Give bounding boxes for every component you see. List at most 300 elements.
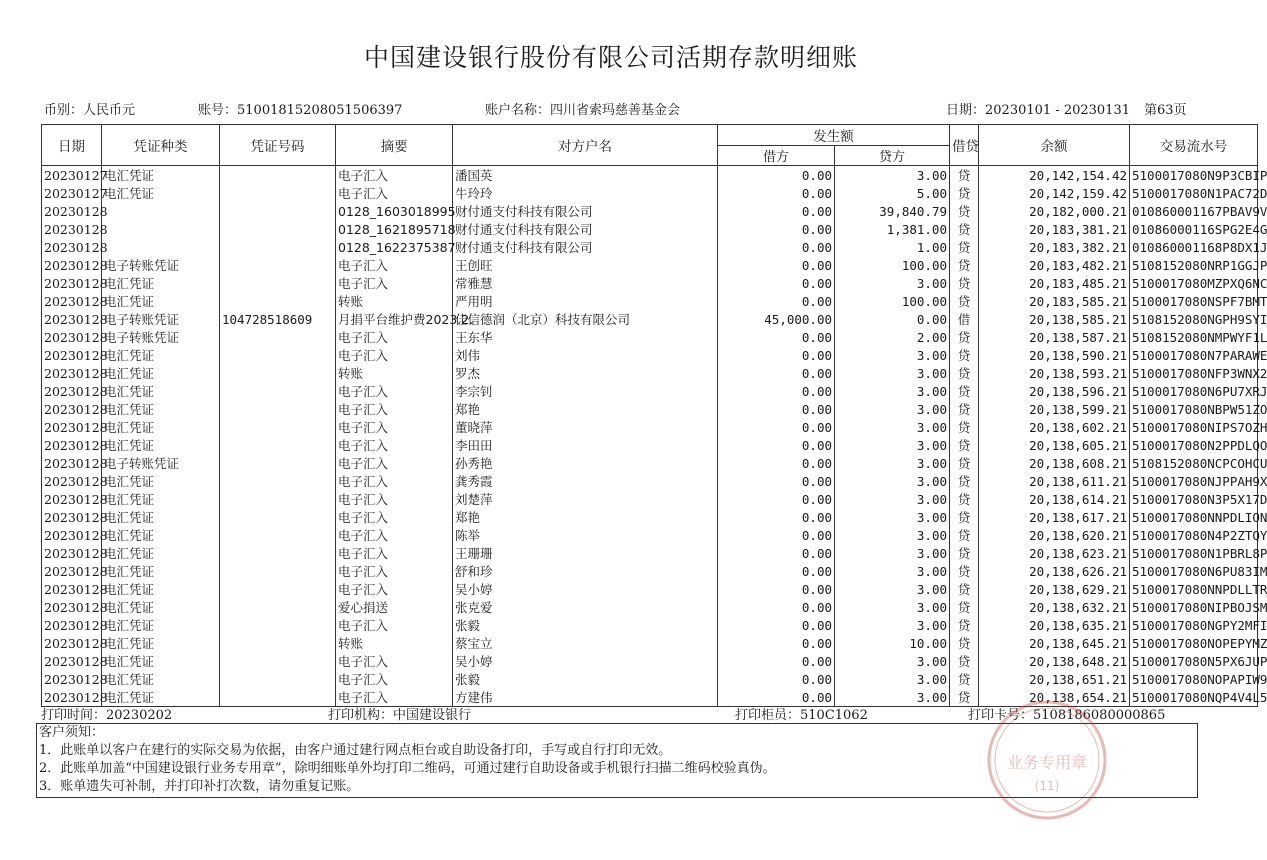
print-card-no: 打印卡号：5108186080000865 bbox=[968, 708, 1166, 723]
row-balance: 20,138,587.21 bbox=[979, 328, 1130, 346]
row-date: 20230128 bbox=[42, 688, 102, 707]
row-summary: 电子汇入 bbox=[336, 544, 453, 562]
table-row bbox=[42, 328, 1258, 346]
row-dc: 贷 bbox=[950, 526, 979, 544]
table-row bbox=[42, 544, 1258, 562]
row-voucher-no bbox=[220, 436, 336, 454]
row-summary: 电子汇入 bbox=[336, 436, 453, 454]
row-summary: 电子汇入 bbox=[336, 454, 453, 472]
row-credit: 3.00 bbox=[835, 616, 950, 634]
row-voucher-no bbox=[220, 418, 336, 436]
row-voucher-no bbox=[220, 598, 336, 616]
row-credit: 3.00 bbox=[835, 436, 950, 454]
row-balance: 20,138,635.21 bbox=[979, 616, 1130, 634]
row-dc: 贷 bbox=[950, 418, 979, 436]
row-summary: 转账 bbox=[336, 292, 453, 310]
table-row bbox=[42, 616, 1258, 634]
row-credit: 3.00 bbox=[835, 562, 950, 580]
row-credit: 3.00 bbox=[835, 598, 950, 616]
row-summary: 电子汇入 bbox=[336, 670, 453, 688]
row-voucher-no: 104728518609 bbox=[220, 310, 336, 328]
row-summary: 电子汇入 bbox=[336, 184, 453, 202]
row-voucher-no bbox=[220, 238, 336, 256]
row-voucher-no bbox=[220, 688, 336, 707]
row-credit: 3.00 bbox=[835, 274, 950, 292]
row-counterparty: 刘伟 bbox=[453, 346, 718, 364]
row-summary: 转账 bbox=[336, 364, 453, 382]
row-debit: 0.00 bbox=[718, 220, 835, 238]
row-date: 20230128 bbox=[42, 634, 102, 652]
row-credit: 3.00 bbox=[835, 454, 950, 472]
table-row bbox=[42, 184, 1258, 202]
row-credit: 3.00 bbox=[835, 364, 950, 382]
row-debit: 0.00 bbox=[718, 400, 835, 418]
row-summary: 电子汇入 bbox=[336, 580, 453, 598]
row-dc: 贷 bbox=[950, 238, 979, 256]
page-number: 第63页 bbox=[1144, 103, 1187, 118]
row-voucher-no bbox=[220, 292, 336, 310]
row-serial: 5108152080NCPCOHCU bbox=[1130, 454, 1258, 472]
row-date: 20230128 bbox=[42, 616, 102, 634]
row-summary: 转账 bbox=[336, 634, 453, 652]
row-counterparty: 郑艳 bbox=[453, 400, 718, 418]
row-debit: 0.00 bbox=[718, 364, 835, 382]
row-debit: 0.00 bbox=[718, 418, 835, 436]
row-summary: 电子汇入 bbox=[336, 652, 453, 670]
row-balance: 20,183,482.21 bbox=[979, 256, 1130, 274]
row-debit: 0.00 bbox=[718, 652, 835, 670]
table-row bbox=[42, 346, 1258, 364]
row-serial: 5100017080NJPPAH9X bbox=[1130, 472, 1258, 490]
note-item: 1．此账单以客户在建行的实际交易为依据，由客户通过建行网点柜台或自助设备打印，手写或自行打印无效。 bbox=[39, 743, 672, 758]
row-credit: 3.00 bbox=[835, 400, 950, 418]
row-summary: 电子汇入 bbox=[336, 382, 453, 400]
row-voucher-no bbox=[220, 616, 336, 634]
row-debit: 0.00 bbox=[718, 202, 835, 220]
row-balance: 20,183,485.21 bbox=[979, 274, 1130, 292]
row-voucher-no bbox=[220, 652, 336, 670]
row-serial: 5100017080NOPAPIW9 bbox=[1130, 670, 1258, 688]
row-date: 20230128 bbox=[42, 544, 102, 562]
table-row bbox=[42, 400, 1258, 418]
row-balance: 20,138,605.21 bbox=[979, 436, 1130, 454]
row-dc: 贷 bbox=[950, 598, 979, 616]
row-voucher-type: 电汇凭证 bbox=[102, 580, 220, 598]
row-serial: 5100017080NNPDLLTR bbox=[1130, 580, 1258, 598]
row-credit: 3.00 bbox=[835, 346, 950, 364]
row-debit: 0.00 bbox=[718, 598, 835, 616]
row-balance: 20,183,381.21 bbox=[979, 220, 1130, 238]
row-voucher-type: 电汇凭证 bbox=[102, 364, 220, 382]
row-dc: 贷 bbox=[950, 328, 979, 346]
row-date: 20230128 bbox=[42, 418, 102, 436]
row-counterparty: 常雅慧 bbox=[453, 274, 718, 292]
row-balance: 20,182,000.21 bbox=[979, 202, 1130, 220]
row-voucher-type: 电汇凭证 bbox=[102, 382, 220, 400]
row-serial: 5100017080N1PAC72D bbox=[1130, 184, 1258, 202]
row-debit: 0.00 bbox=[718, 490, 835, 508]
row-balance: 20,138,617.21 bbox=[979, 508, 1130, 526]
row-voucher-type: 电汇凭证 bbox=[102, 598, 220, 616]
row-voucher-type: 电汇凭证 bbox=[102, 508, 220, 526]
row-summary: 月捐平台维护费2023.2. bbox=[336, 310, 453, 328]
row-voucher-type: 电子转账凭证 bbox=[102, 454, 220, 472]
row-date: 20230128 bbox=[42, 202, 102, 220]
row-dc: 贷 bbox=[950, 166, 979, 185]
row-voucher-no bbox=[220, 400, 336, 418]
row-credit: 3.00 bbox=[835, 652, 950, 670]
row-credit: 3.00 bbox=[835, 688, 950, 707]
row-balance: 20,138,585.21 bbox=[979, 310, 1130, 328]
row-date: 20230128 bbox=[42, 652, 102, 670]
row-debit: 0.00 bbox=[718, 274, 835, 292]
row-balance: 20,183,382.21 bbox=[979, 238, 1130, 256]
row-dc: 贷 bbox=[950, 544, 979, 562]
row-date: 20230128 bbox=[42, 220, 102, 238]
row-balance: 20,138,632.21 bbox=[979, 598, 1130, 616]
row-voucher-no bbox=[220, 580, 336, 598]
row-balance: 20,138,654.21 bbox=[979, 688, 1130, 707]
col-dc: 借贷 bbox=[950, 125, 979, 166]
table-row bbox=[42, 526, 1258, 544]
col-voucher-type: 凭证种类 bbox=[102, 125, 220, 166]
row-voucher-type: 电汇凭证 bbox=[102, 634, 220, 652]
row-credit: 39,840.79 bbox=[835, 202, 950, 220]
row-serial: 5108152080NGPH9SYI bbox=[1130, 310, 1258, 328]
row-voucher-type: 电汇凭证 bbox=[102, 490, 220, 508]
row-debit: 0.00 bbox=[718, 580, 835, 598]
row-counterparty: 蔡宝立 bbox=[453, 634, 718, 652]
row-date: 20230128 bbox=[42, 292, 102, 310]
row-voucher-no bbox=[220, 184, 336, 202]
row-balance: 20,138,608.21 bbox=[979, 454, 1130, 472]
row-serial: 5100017080NIPS7OZH bbox=[1130, 418, 1258, 436]
table-row bbox=[42, 436, 1258, 454]
row-counterparty: 罗杰 bbox=[453, 364, 718, 382]
row-voucher-type bbox=[102, 220, 220, 238]
row-dc: 贷 bbox=[950, 652, 979, 670]
row-summary: 电子汇入 bbox=[336, 688, 453, 707]
row-voucher-no bbox=[220, 670, 336, 688]
row-counterparty: 严用明 bbox=[453, 292, 718, 310]
row-summary: 电子汇入 bbox=[336, 256, 453, 274]
table-row bbox=[42, 310, 1258, 328]
row-date: 20230128 bbox=[42, 328, 102, 346]
row-summary: 0128_1603018995 bbox=[336, 202, 453, 220]
row-debit: 0.00 bbox=[718, 616, 835, 634]
row-credit: 1,381.00 bbox=[835, 220, 950, 238]
row-voucher-type: 电汇凭证 bbox=[102, 544, 220, 562]
row-voucher-type: 电汇凭证 bbox=[102, 400, 220, 418]
row-voucher-no bbox=[220, 220, 336, 238]
row-debit: 0.00 bbox=[718, 436, 835, 454]
row-dc: 贷 bbox=[950, 580, 979, 598]
row-date: 20230128 bbox=[42, 238, 102, 256]
row-counterparty: 董晓萍 bbox=[453, 418, 718, 436]
row-voucher-type: 电汇凭证 bbox=[102, 670, 220, 688]
row-serial: 5100017080N7PARAWE bbox=[1130, 346, 1258, 364]
row-summary: 电子汇入 bbox=[336, 490, 453, 508]
row-date: 20230128 bbox=[42, 454, 102, 472]
table-row bbox=[42, 418, 1258, 436]
row-credit: 3.00 bbox=[835, 382, 950, 400]
page-title: 中国建设银行股份有限公司活期存款明细账 bbox=[363, 43, 858, 72]
col-amount-group: 发生额 bbox=[718, 125, 950, 146]
row-debit: 0.00 bbox=[718, 508, 835, 526]
row-voucher-type: 电汇凭证 bbox=[102, 652, 220, 670]
row-counterparty: 刘楚萍 bbox=[453, 490, 718, 508]
row-credit: 3.00 bbox=[835, 508, 950, 526]
row-credit: 5.00 bbox=[835, 184, 950, 202]
row-serial: 5100017080NQP4V4L5 bbox=[1130, 688, 1258, 707]
row-date: 20230128 bbox=[42, 472, 102, 490]
row-debit: 0.00 bbox=[718, 292, 835, 310]
row-counterparty: 财付通支付科技有限公司 bbox=[453, 202, 718, 220]
row-debit: 0.00 bbox=[718, 454, 835, 472]
row-debit: 0.00 bbox=[718, 346, 835, 364]
row-balance: 20,138,611.21 bbox=[979, 472, 1130, 490]
row-serial: 010860001168P8DX1J bbox=[1130, 238, 1258, 256]
row-serial: 5100017080NFP3WNX2 bbox=[1130, 364, 1258, 382]
row-voucher-no bbox=[220, 634, 336, 652]
svg-text:业务专用章: 业务专用章 bbox=[1006, 753, 1088, 772]
row-dc: 贷 bbox=[950, 688, 979, 707]
notes-heading: 客户须知： bbox=[39, 725, 105, 740]
svg-text:(11): (11) bbox=[1034, 779, 1060, 793]
row-voucher-type: 电汇凭证 bbox=[102, 688, 220, 707]
account-number: 账号：51001815208051506397 bbox=[198, 103, 403, 118]
row-date: 20230128 bbox=[42, 508, 102, 526]
row-dc: 贷 bbox=[950, 454, 979, 472]
row-dc: 贷 bbox=[950, 292, 979, 310]
row-counterparty: 王珊珊 bbox=[453, 544, 718, 562]
row-debit: 0.00 bbox=[718, 634, 835, 652]
table-row bbox=[42, 238, 1258, 256]
row-dc: 贷 bbox=[950, 490, 979, 508]
row-counterparty: 财付通支付科技有限公司 bbox=[453, 238, 718, 256]
row-balance: 20,183,585.21 bbox=[979, 292, 1130, 310]
col-serial: 交易流水号 bbox=[1130, 125, 1258, 166]
row-voucher-type: 电子转账凭证 bbox=[102, 310, 220, 328]
row-balance: 20,138,602.21 bbox=[979, 418, 1130, 436]
row-serial: 01086000116SPG2E4G bbox=[1130, 220, 1258, 238]
row-summary: 电子汇入 bbox=[336, 526, 453, 544]
row-summary: 电子汇入 bbox=[336, 472, 453, 490]
row-voucher-type: 电汇凭证 bbox=[102, 274, 220, 292]
row-voucher-no bbox=[220, 328, 336, 346]
row-summary: 电子汇入 bbox=[336, 418, 453, 436]
row-date: 20230128 bbox=[42, 364, 102, 382]
row-debit: 0.00 bbox=[718, 562, 835, 580]
row-voucher-no bbox=[220, 562, 336, 580]
row-counterparty: 李宗钊 bbox=[453, 382, 718, 400]
row-balance: 20,138,623.21 bbox=[979, 544, 1130, 562]
row-counterparty: 佳信德润（北京）科技有限公司 bbox=[453, 310, 718, 328]
row-date: 20230128 bbox=[42, 310, 102, 328]
row-voucher-no bbox=[220, 544, 336, 562]
table-row bbox=[42, 580, 1258, 598]
note-item: 3．账单遗失可补制，并打印补打次数，请勿重复记账。 bbox=[39, 779, 360, 794]
row-summary: 0128_1621895718 bbox=[336, 220, 453, 238]
row-debit: 0.00 bbox=[718, 544, 835, 562]
row-date: 20230128 bbox=[42, 256, 102, 274]
table-row bbox=[42, 562, 1258, 580]
row-credit: 3.00 bbox=[835, 526, 950, 544]
row-balance: 20,138,599.21 bbox=[979, 400, 1130, 418]
row-balance: 20,142,159.42 bbox=[979, 184, 1130, 202]
table-row bbox=[42, 292, 1258, 310]
row-counterparty: 李田田 bbox=[453, 436, 718, 454]
row-voucher-type: 电汇凭证 bbox=[102, 562, 220, 580]
row-voucher-no bbox=[220, 274, 336, 292]
date-range: 日期：20230101 - 20230131 bbox=[946, 103, 1130, 118]
row-summary: 电子汇入 bbox=[336, 328, 453, 346]
row-dc: 贷 bbox=[950, 202, 979, 220]
row-summary: 0128_1622375387 bbox=[336, 238, 453, 256]
row-debit: 45,000.00 bbox=[718, 310, 835, 328]
row-voucher-type: 电汇凭证 bbox=[102, 166, 220, 185]
row-counterparty: 方建伟 bbox=[453, 688, 718, 707]
row-dc: 贷 bbox=[950, 634, 979, 652]
row-date: 20230128 bbox=[42, 400, 102, 418]
row-voucher-type: 电汇凭证 bbox=[102, 436, 220, 454]
statement-table bbox=[41, 124, 1267, 707]
row-credit: 100.00 bbox=[835, 256, 950, 274]
row-counterparty: 陈举 bbox=[453, 526, 718, 544]
note-item: 2．此账单加盖“中国建设银行业务专用章”，除明细账单外均打印二维码，可通过建行自助设备或手机银行扫描二维码校验真伪。 bbox=[39, 761, 776, 776]
row-summary: 电子汇入 bbox=[336, 616, 453, 634]
col-balance: 余额 bbox=[979, 125, 1130, 166]
col-counterparty: 对方户名 bbox=[453, 125, 718, 166]
row-dc: 贷 bbox=[950, 274, 979, 292]
row-serial: 5100017080NNPDLION bbox=[1130, 508, 1258, 526]
row-dc: 贷 bbox=[950, 670, 979, 688]
row-balance: 20,142,154.42 bbox=[979, 166, 1130, 185]
row-voucher-no bbox=[220, 472, 336, 490]
table-row bbox=[42, 652, 1258, 670]
row-credit: 3.00 bbox=[835, 580, 950, 598]
row-voucher-type: 电汇凭证 bbox=[102, 526, 220, 544]
row-counterparty: 吴小婷 bbox=[453, 580, 718, 598]
row-serial: 5100017080N3P5X17D bbox=[1130, 490, 1258, 508]
table-row bbox=[42, 202, 1258, 220]
table-row bbox=[42, 634, 1258, 652]
row-balance: 20,138,590.21 bbox=[979, 346, 1130, 364]
row-counterparty: 牛玲玲 bbox=[453, 184, 718, 202]
row-date: 20230128 bbox=[42, 436, 102, 454]
table-row bbox=[42, 490, 1258, 508]
row-counterparty: 张克爱 bbox=[453, 598, 718, 616]
row-voucher-no bbox=[220, 526, 336, 544]
row-serial: 5100017080N1PBRL8P bbox=[1130, 544, 1258, 562]
row-balance: 20,138,629.21 bbox=[979, 580, 1130, 598]
row-credit: 0.00 bbox=[835, 310, 950, 328]
table-row bbox=[42, 220, 1258, 238]
row-date: 20230128 bbox=[42, 526, 102, 544]
account-name: 账户名称：四川省索玛慈善基金会 bbox=[485, 103, 681, 118]
row-counterparty: 孙秀艳 bbox=[453, 454, 718, 472]
col-date: 日期 bbox=[42, 125, 102, 166]
row-date: 20230128 bbox=[42, 490, 102, 508]
row-voucher-no bbox=[220, 256, 336, 274]
row-credit: 3.00 bbox=[835, 490, 950, 508]
row-balance: 20,138,614.21 bbox=[979, 490, 1130, 508]
row-date: 20230128 bbox=[42, 562, 102, 580]
row-credit: 1.00 bbox=[835, 238, 950, 256]
row-dc: 贷 bbox=[950, 472, 979, 490]
row-summary: 电子汇入 bbox=[336, 346, 453, 364]
row-serial: 5100017080N5PX6JUP bbox=[1130, 652, 1258, 670]
row-voucher-no bbox=[220, 508, 336, 526]
row-voucher-type: 电汇凭证 bbox=[102, 292, 220, 310]
row-debit: 0.00 bbox=[718, 688, 835, 707]
row-credit: 3.00 bbox=[835, 418, 950, 436]
row-serial: 5108152080NMPWYF1L bbox=[1130, 328, 1258, 346]
row-balance: 20,138,626.21 bbox=[979, 562, 1130, 580]
row-voucher-type bbox=[102, 202, 220, 220]
row-counterparty: 龚秀霞 bbox=[453, 472, 718, 490]
row-debit: 0.00 bbox=[718, 382, 835, 400]
row-dc: 贷 bbox=[950, 562, 979, 580]
row-date: 20230127 bbox=[42, 166, 102, 185]
table-row bbox=[42, 382, 1258, 400]
row-date: 20230128 bbox=[42, 274, 102, 292]
row-counterparty: 吴小婷 bbox=[453, 652, 718, 670]
row-debit: 0.00 bbox=[718, 256, 835, 274]
table-row bbox=[42, 454, 1258, 472]
row-balance: 20,138,596.21 bbox=[979, 382, 1130, 400]
row-serial: 5100017080N9P3CBIP bbox=[1130, 166, 1258, 185]
row-counterparty: 舒和珍 bbox=[453, 562, 718, 580]
col-credit: 贷方 bbox=[835, 146, 950, 166]
row-dc: 贷 bbox=[950, 346, 979, 364]
table-row bbox=[42, 166, 1258, 185]
row-voucher-type: 电汇凭证 bbox=[102, 418, 220, 436]
row-serial: 5100017080NGPY2MFI bbox=[1130, 616, 1258, 634]
table-row bbox=[42, 598, 1258, 616]
row-dc: 借 bbox=[950, 310, 979, 328]
row-date: 20230128 bbox=[42, 346, 102, 364]
row-debit: 0.00 bbox=[718, 328, 835, 346]
print-counter: 打印柜员：510C1062 bbox=[735, 708, 868, 723]
row-balance: 20,138,645.21 bbox=[979, 634, 1130, 652]
row-voucher-no bbox=[220, 454, 336, 472]
row-credit: 100.00 bbox=[835, 292, 950, 310]
row-credit: 2.00 bbox=[835, 328, 950, 346]
row-balance: 20,138,620.21 bbox=[979, 526, 1130, 544]
row-voucher-no bbox=[220, 166, 336, 185]
row-dc: 贷 bbox=[950, 616, 979, 634]
row-voucher-type: 电汇凭证 bbox=[102, 346, 220, 364]
row-dc: 贷 bbox=[950, 400, 979, 418]
row-summary: 电子汇入 bbox=[336, 508, 453, 526]
row-credit: 3.00 bbox=[835, 472, 950, 490]
row-credit: 3.00 bbox=[835, 670, 950, 688]
currency-label: 币别：人民币元 bbox=[44, 103, 136, 118]
row-dc: 贷 bbox=[950, 364, 979, 382]
row-counterparty: 郑艳 bbox=[453, 508, 718, 526]
table-row bbox=[42, 256, 1258, 274]
row-summary: 电子汇入 bbox=[336, 274, 453, 292]
row-voucher-no bbox=[220, 364, 336, 382]
row-debit: 0.00 bbox=[718, 526, 835, 544]
row-serial: 5108152080NRP1GGJP bbox=[1130, 256, 1258, 274]
row-counterparty: 潘国英 bbox=[453, 166, 718, 185]
row-balance: 20,138,593.21 bbox=[979, 364, 1130, 382]
row-date: 20230127 bbox=[42, 184, 102, 202]
print-org: 打印机构：中国建设银行 bbox=[328, 708, 472, 723]
row-serial: 5100017080N4P2ZTQY bbox=[1130, 526, 1258, 544]
